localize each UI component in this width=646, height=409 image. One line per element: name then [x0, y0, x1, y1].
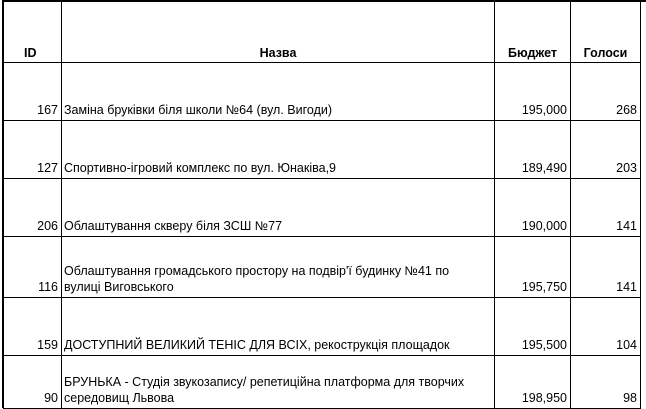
cell-budget[interactable]: 195,750: [495, 237, 571, 298]
cell-votes[interactable]: 268: [571, 63, 641, 121]
cell-name-line: Облаштування громадського простору на подвір'ї будинку №41 по: [64, 264, 450, 278]
column-header-budget[interactable]: Бюджет: [495, 1, 571, 63]
cell-votes[interactable]: 141: [571, 179, 641, 237]
table-row[interactable]: [4, 356, 641, 409]
table-row[interactable]: [4, 298, 641, 356]
cell-name[interactable]: [62, 237, 495, 298]
column-header-votes[interactable]: Голоси: [571, 1, 641, 63]
cell-id[interactable]: 90: [4, 356, 62, 409]
cell-budget[interactable]: 195,000: [495, 63, 571, 121]
table-row[interactable]: [4, 237, 641, 298]
cell-name[interactable]: Спортивно-ігровий комплекс по вул. Юнаківа,9: [62, 121, 495, 179]
cell-name[interactable]: Заміна бруківки біля школи №64 (вул. Вигоди): [62, 63, 495, 121]
cell-name[interactable]: ДОСТУПНИЙ ВЕЛИКИЙ ТЕНІС ДЛЯ ВСІХ, рекострукція площадок: [62, 298, 495, 356]
cell-votes[interactable]: 203: [571, 121, 641, 179]
cell-name[interactable]: [62, 356, 495, 409]
projects-table: [3, 0, 641, 409]
cell-votes[interactable]: 141: [571, 237, 641, 298]
cell-id[interactable]: 127: [4, 121, 62, 179]
cell-votes[interactable]: 104: [571, 298, 641, 356]
top-border: [3, 0, 646, 2]
table-row[interactable]: [4, 179, 641, 237]
cell-budget[interactable]: 195,500: [495, 298, 571, 356]
column-header-name[interactable]: Назва: [62, 1, 495, 63]
table-row[interactable]: [4, 63, 641, 121]
cell-name-line: БРУНЬКА - Студія звукозапису/ репетиційна платформа для творчих: [64, 375, 465, 389]
cell-budget[interactable]: 189,490: [495, 121, 571, 179]
cell-budget[interactable]: 190,000: [495, 179, 571, 237]
cell-id[interactable]: 167: [4, 63, 62, 121]
cell-name-line: вулиці Виговського: [64, 280, 174, 294]
cell-votes[interactable]: 98: [571, 356, 641, 409]
column-header-id[interactable]: ID: [4, 1, 62, 63]
cell-id[interactable]: 116: [4, 237, 62, 298]
spreadsheet: [2, 0, 646, 408]
table-row[interactable]: [4, 121, 641, 179]
header-row: [4, 1, 641, 63]
cell-name[interactable]: Облаштування скверу біля ЗСШ №77: [62, 179, 495, 237]
cell-budget[interactable]: 198,950: [495, 356, 571, 409]
cell-name-line: середовищ Львова: [64, 391, 175, 405]
cell-id[interactable]: 159: [4, 298, 62, 356]
cell-id[interactable]: 206: [4, 179, 62, 237]
